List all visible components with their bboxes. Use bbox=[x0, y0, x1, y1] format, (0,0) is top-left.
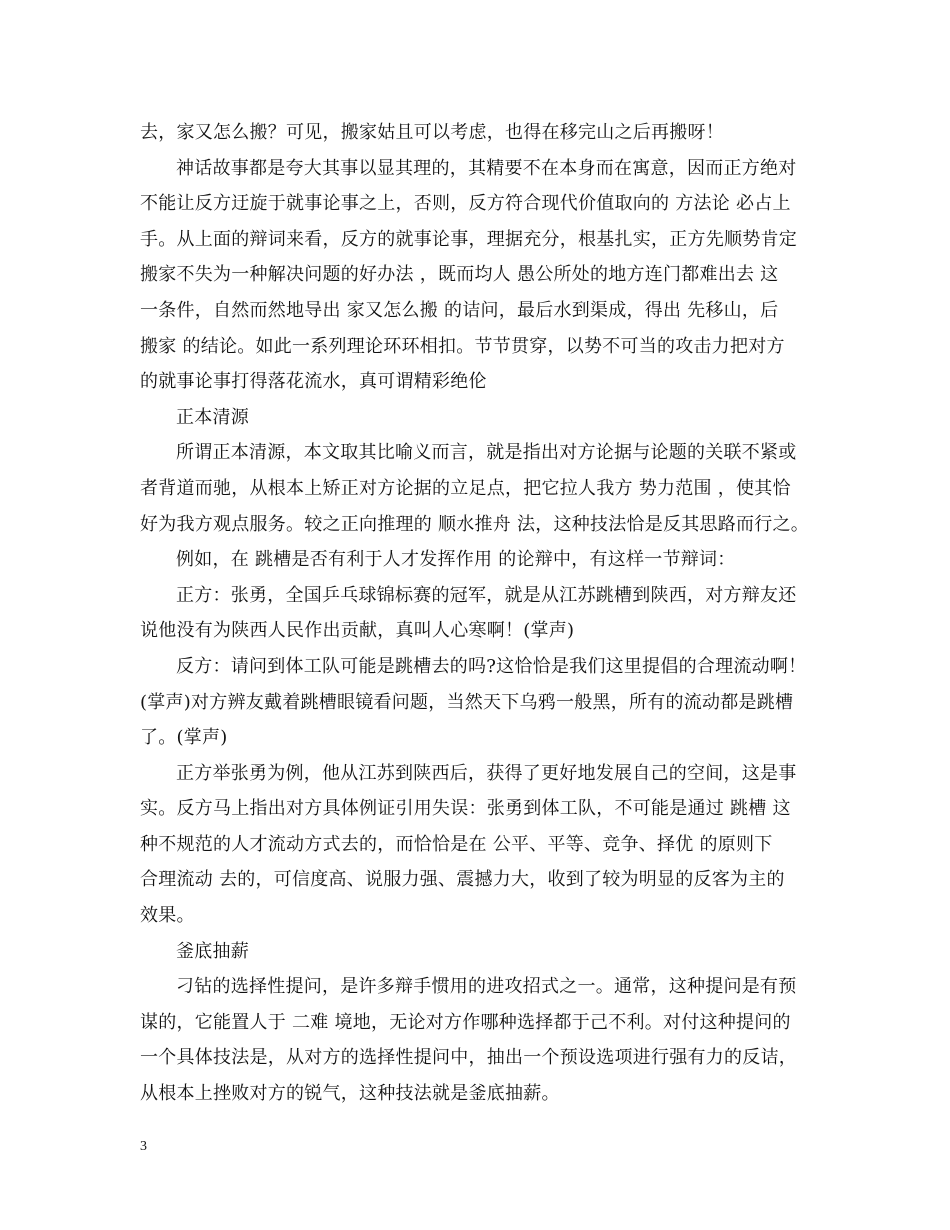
text-line: 实。反方马上指出对方具体例证引用失误：张勇到体工队，不可能是通过 跳槽 这 bbox=[140, 798, 791, 820]
text-line: 谋的，它能置人于 二难 境地，无论对方作哪种选择都于己不利。对付这种提问的 bbox=[140, 1011, 791, 1033]
text-line: 从根本上挫败对方的锐气，这种技法就是釜底抽薪。 bbox=[140, 1083, 560, 1105]
text-line: 正方举张勇为例，他从江苏到陕西后，获得了更好地发展自己的空间，这是事 bbox=[176, 762, 797, 784]
text-line: (掌声)对方辨友戴着跳槽眼镜看问题，当然天下乌鸦一般黑，所有的流动都是跳槽 bbox=[140, 691, 794, 713]
text-line: 正方：张勇，全国乒乓球锦标赛的冠军，就是从江苏跳槽到陕西，对方辩友还 bbox=[176, 584, 797, 606]
text-line: 种不规范的人才流动方式去的，而恰恰是在 公平、平等、竞争、择优 的原则下 bbox=[140, 833, 773, 855]
text-line: 去，家又怎么搬？可见，搬家姑且可以考虑，也得在移完山之后再搬呀！ bbox=[140, 122, 724, 143]
body-text bbox=[140, 115, 820, 1112]
text-line: 手。从上面的辩词来看，反方的就事论事，理据充分，根基扎实，正方先顺势肯定 bbox=[140, 228, 797, 250]
text-line: 好为我方观点服务。较之正向推理的 顺水推舟 法，这种技法恰是反其思路而行之。 bbox=[140, 513, 809, 535]
text-line: 搬家 的结论。如此一系列理论环环相扣。节节贯穿，以势不可当的攻击力把对方 bbox=[140, 335, 785, 357]
text-line: 者背道而驰，从根本上矫正对方论据的立足点，把它拉人我方 势力范围 ，使其恰 bbox=[140, 477, 791, 499]
text-line: 不能让反方迂旋于就事论事之上，否则，反方符合现代价值取向的 方法论 必占上 bbox=[140, 193, 791, 215]
text-line: 效果。 bbox=[140, 905, 195, 927]
text-line: 例如，在 跳槽是否有利于人才发挥作用 的论辩中，有这样一节辩词： bbox=[176, 549, 736, 571]
text-line: 刁钻的选择性提问，是许多辩手惯用的进攻招式之一。通常，这种提问是有预 bbox=[176, 976, 797, 998]
text-line: 正本清源 bbox=[176, 406, 249, 428]
text-line: 说他没有为陕西人民作出贡献，真叫人心寒啊！(掌声) bbox=[140, 620, 575, 642]
text-line: 合理流动 去的，可信度高、说服力强、震撼力大，收到了较为明显的反客为主的 bbox=[140, 869, 785, 891]
text-line: 所谓正本清源，本文取其比喻义而言，就是指出对方论据与论题的关联不紧或 bbox=[176, 442, 797, 464]
text-line: 了。(掌声) bbox=[140, 727, 228, 749]
text-line: 一个具体技法是，从对方的选择性提问中，抽出一个预设选项进行强有力的反诘， bbox=[140, 1047, 797, 1069]
text-line: 的就事论事打得落花流水，真可谓精彩绝伦 bbox=[140, 371, 487, 393]
text-line: 搬家不失为一种解决问题的好办法 ，既而均人 愚公所处的地方连门都难出去 这 bbox=[140, 264, 779, 286]
page-number: 3 bbox=[140, 1139, 147, 1154]
text-line: 神话故事都是夸大其事以显其理的，其精要不在本身而在寓意，因而正方绝对 bbox=[176, 157, 797, 179]
text-line: 釜底抽薪 bbox=[176, 940, 249, 962]
text-line: 一条件，自然而然地导出 家又怎么搬 的诘问，最后水到渠成，得出 先移山，后 bbox=[140, 299, 779, 321]
text-line: 反方：请问到体工队可能是跳槽去的吗?这恰恰是我们这里提倡的合理流动啊！ bbox=[176, 655, 807, 677]
